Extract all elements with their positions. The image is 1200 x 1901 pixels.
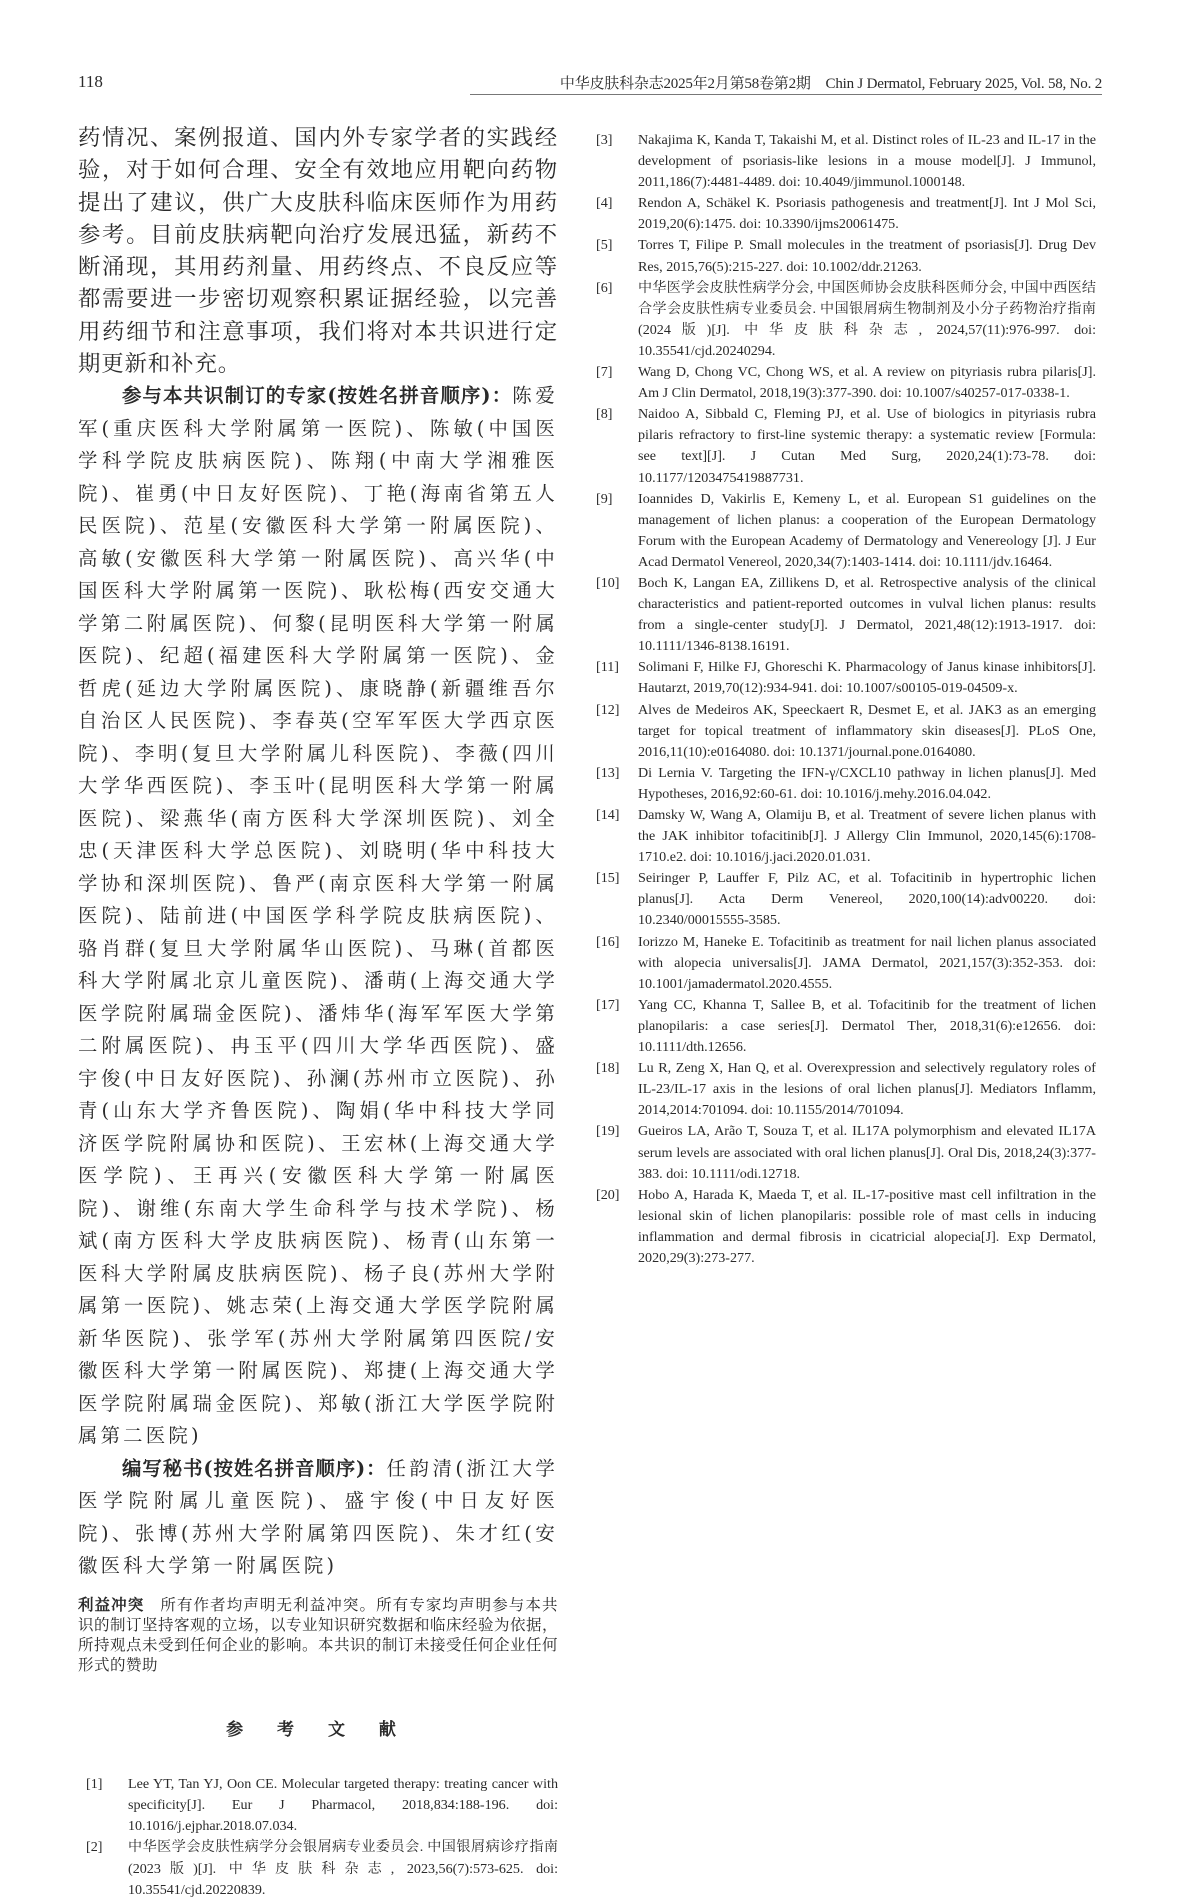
reference-text: Di Lernia V. Targeting the IFN-γ/CXCL10 pathway in lichen planus[J]. Med Hypotheses, 2016,92:60-61. doi: 10.1016/j.mehy.2016.04.042.	[638, 764, 1096, 802]
reference-text: Hobo A, Harada K, Maeda T, et al. IL-17-positive mast cell infiltration in the lesional skin of lichen planopilaris: possible role of mast cells in inducing inflammation and dermal fibrosis in cicatricial alopecia[J]. Exp Dermatol, 2020,29(3):273-277.	[638, 1186, 1096, 1266]
reference-text: Solimani F, Hilke FJ, Ghoreschi K. Pharmacology of Janus kinase inhibitors[J]. Hautarzt, 2019,70(12):934-941. doi: 10.1007/s00105-019-04509-x.	[638, 659, 1096, 697]
reference-item	[596, 700, 1096, 763]
reference-item	[596, 763, 1096, 805]
reference-number: [8]	[596, 406, 613, 423]
reference-number: [2]	[86, 1839, 103, 1856]
reference-text: 中华医学会皮肤性病学分会银屑病专业委员会. 中国银屑病诊疗指南(2023版)[J]. 中华皮肤科杂志, 2023,56(7):573-625. doi: 10.35541/cjd.20220839.	[128, 1839, 558, 1898]
reference-number: [5]	[596, 237, 613, 254]
reference-item	[596, 235, 1096, 277]
reference-number: [1]	[86, 1775, 103, 1792]
reference-number: [14]	[596, 807, 620, 823]
reference-item	[596, 489, 1096, 573]
reference-text: 中华医学会皮肤性病学分会, 中国医师协会皮肤科医师分会, 中国中西医结合学会皮肤性病专业委员会. 中国银屑病生物制剂及小分子药物治疗指南(2024版)[J]. 中华皮肤科杂志, 2024,57(11):976-997. doi: 10.35541/cjd.20240294.	[638, 279, 1096, 359]
left-column	[78, 122, 558, 1901]
reference-item	[596, 657, 1096, 699]
reference-text: Boch K, Langan EA, Zillikens D, et al. Retrospective analysis of the clinical characteristics and patient-reported outcomes in vulval lichen planus: results from a single-center study[J]. J Dermatol, 2021,48(12):1913-1917. doi: 10.1111/1346-8138.16191.	[638, 574, 1096, 655]
secretaries-label: 编写秘书(按姓名拼音顺序)：	[122, 1456, 387, 1480]
coi-label: 利益冲突	[78, 1594, 145, 1614]
reference-item	[596, 278, 1096, 362]
reference-item	[596, 995, 1096, 1058]
secretaries-paragraph	[78, 1453, 558, 1583]
right-column	[596, 130, 1096, 1269]
reference-item	[596, 193, 1096, 235]
reference-text: Torres T, Filipe P. Small molecules in the treatment of psoriasis[J]. Drug Dev Res, 2015,76(5):215-227. doi: 10.1002/ddr.21263.	[638, 237, 1096, 275]
reference-text: Wang D, Chong VC, Chong WS, et al. A review on pityriasis rubra pilaris[J]. Am J Clin Dermatol, 2018,19(3):377-390. doi: 10.1007/s40257-017-0338-1.	[638, 364, 1096, 402]
reference-text: Yang CC, Khanna T, Sallee B, et al. Tofacitinib for the treatment of lichen planopilaris: a case series[J]. Dermatol Ther, 2018,31(6):e12656. doi: 10.1111/dth.12656.	[638, 996, 1096, 1056]
reference-text: Gueiros LA, Arão T, Souza T, et al. IL17A polymorphism and elevated IL17A serum levels are associated with oral lichen planus[J]. Oral Dis, 2018,24(3):377-383. doi: 10.1111/odi.12718.	[638, 1123, 1096, 1182]
reference-text: Nakajima K, Kanda T, Takaishi M, et al. Distinct roles of IL-23 and IL-17 in the development of psoriasis-like lesions in a mouse model[J]. J Immunol, 2011,186(7):4481-4489. doi: 10.4049/jimmunol.1000148.	[638, 132, 1096, 191]
intro-paragraph: 药情况、案例报道、国内外专家学者的实践经验，对于如何合理、安全有效地应用靶向药物提出了建议，供广大皮肤科临床医师作为用药参考。目前皮肤病靶向治疗发展迅猛，新药不断涌现，其用药剂量、用药终点、不良反应等都需要进一步密切观察积累证据经验，以完善用药细节和注意事项，我们将对本共识进行定期更新和补充。	[78, 125, 558, 378]
reference-number: [18]	[596, 1060, 620, 1077]
reference-text: Alves de Medeiros AK, Speeckaert R, Desmet E, et al. JAK3 as an emerging target for topical treatment of inflammatory skin diseases[J]. PLoS One, 2016,11(10):e0164080. doi: 10.1371/journal.pone.0164080.	[638, 701, 1096, 760]
references-list-left	[78, 1774, 558, 1901]
reference-number: [19]	[596, 1123, 620, 1140]
experts-label: 参与本共识制订的专家(按姓名拼音顺序)：	[122, 384, 513, 408]
reference-number: [3]	[596, 132, 613, 148]
reference-text: Seiringer P, Lauffer F, Pilz AC, et al. Tofacitinib in hypertrophic lichen planus[J]. Acta Derm Venereol, 2020,100(14):adv00220. doi: 10.2340/00015555-3585.	[638, 870, 1096, 929]
references-heading: 参 考 文 献	[226, 1719, 410, 1740]
conflict-of-interest	[78, 1595, 558, 1675]
reference-text: Damsky W, Wang A, Olamiju B, et al. Treatment of severe lichen planus with the JAK inhibitor tofacitinib[J]. J Allergy Clin Immunol, 2020,145(6):1708-1710.e2. doi: 10.1016/j.jaci.2020.01.031.	[638, 807, 1096, 866]
reference-item	[596, 130, 1096, 193]
reference-item	[596, 1121, 1096, 1184]
experts-paragraph	[78, 380, 558, 1453]
reference-text: Lu R, Zeng X, Han Q, et al. Overexpression and selectively regulatory roles of IL-23/IL-17 axis in the lesions of oral lichen planus[J]. Mediators Inflamm, 2014,2014:701094. doi: 10.1155/2014/701094.	[638, 1060, 1096, 1119]
reference-item	[596, 868, 1096, 931]
page-number: 118	[78, 72, 103, 91]
reference-number: [7]	[596, 364, 613, 381]
reference-item	[596, 805, 1096, 868]
reference-item	[596, 404, 1096, 488]
reference-number: [13]	[596, 764, 620, 781]
reference-item	[596, 362, 1096, 404]
reference-number: [11]	[596, 659, 619, 676]
reference-item	[596, 573, 1096, 657]
reference-text: Rendon A, Schäkel K. Psoriasis pathogenesis and treatment[J]. Int J Mol Sci, 2019,20(6):1475. doi: 10.3390/ijms20061475.	[638, 195, 1096, 233]
reference-item	[596, 1058, 1096, 1121]
secretaries-text: 任韵清(浙江大学医学院附属儿童医院)、盛宇俊(中日友好医院)、张博(苏州大学附属第四医院)、朱才红(安徽医科大学第一附属医院)	[78, 1456, 558, 1578]
reference-number: [4]	[596, 195, 613, 212]
reference-text: Lee YT, Tan YJ, Oon CE. Molecular targeted therapy: treating cancer with specificity[J]. Eur J Pharmacol, 2018,834:188-196. doi: 10.1016/j.ejphar.2018.07.034.	[128, 1775, 558, 1835]
running-header: 中华皮肤科杂志2025年2月第58卷第2期 Chin J Dermatol, February 2025, Vol. 58, No. 2	[470, 72, 1102, 95]
reference-number: [16]	[596, 933, 620, 950]
coi-text: 所有作者均声明无利益冲突。所有专家均声明参与本共识的制订坚持客观的立场，以专业知识研究数据和临床经验为依据，所持观点未受到任何企业的影响。本共识的制订未接受任何企业任何形式的赞助	[78, 1595, 559, 1674]
reference-number: [6]	[596, 279, 613, 296]
reference-number: [12]	[596, 701, 620, 718]
reference-text: Iorizzo M, Haneke E. Tofacitinib as treatment for nail lichen planus associated with alopecia universalis[J]. JAMA Dermatol, 2021,157(3):352-353. doi: 10.1001/jamadermatol.2020.4555.	[638, 933, 1096, 992]
reference-item	[78, 1837, 558, 1901]
reference-number: [9]	[596, 490, 613, 507]
experts-text: 陈爱军(重庆医科大学附属第一医院)、陈敏(中国医学科学院皮肤病医院)、陈翔(中南大学湘雅医院)、崔勇(中日友好医院)、丁艳(海南省第五人民医院)、范星(安徽医科大学第一附属医院)、高敏(安徽医科大学第一附属医院)、高兴华(中国医科大学附属第一医院)、耿松梅(西安交通大学第二附属医院)、何黎(昆明医科大学第一附属医院)、纪超(福建医科大学附属第一医院)、金哲虎(延边大学附属医院)、康晓静(新疆维吾尔自治区人民医院)、李春英(空军军医大学西京医院)、李明(复旦大学附属儿科医院)、李薇(四川大学华西医院)、李玉叶(昆明医科大学第一附属医院)、梁燕华(南方医科大学深圳医院)、刘全忠(天津医科大学总医院)、刘晓明(华中科技大学协和深圳医院)、鲁严(南京医科大学第一附属医院)、陆前进(中国医学科学院皮肤病医院)、骆肖群(复旦大学附属华山医院)、马琳(首都医科大学附属北京儿童医院)、潘萌(上海交通大学医学院附属瑞金医院)、潘炜华(海军军医大学第二附属医院)、冉玉平(四川大学华西医院)、盛宇俊(中日友好医院)、孙澜(苏州市立医院)、孙青(山东大学齐鲁医院)、陶娟(华中科技大学同济医学院附属协和医院)、王宏林(上海交通大学医学院)、王再兴(安徽医科大学第一附属医院)、谢维(东南大学生命科学与技术学院)、杨斌(南方医科大学皮肤病医院)、杨青(山东第一医科大学附属皮肤病医院)、杨子良(苏州大学附属第一医院)、姚志荣(上海交通大学医学院附属新华医院)、张学军(苏州大学附属第四医院/安徽医科大学第一附属医院)、郑捷(上海交通大学医学院附属瑞金医院)、郑敏(浙江大学医学院附属第二医院)	[78, 384, 558, 1448]
reference-item	[596, 932, 1096, 995]
reference-number: [15]	[596, 870, 620, 887]
reference-text: Naidoo A, Sibbald C, Fleming PJ, et al. Use of biologics in pityriasis rubra pilaris refractory to first-line systemic therapy: a systematic review [Formula: see text][J]. J Cutan Med Surg, 2020,24(1):73-78. doi: 10.1177/1203475419887731.	[638, 406, 1096, 486]
reference-item	[78, 1774, 558, 1838]
reference-number: [20]	[596, 1186, 620, 1203]
reference-number: [17]	[596, 996, 620, 1013]
reference-number: [10]	[596, 574, 620, 591]
reference-item	[596, 1185, 1096, 1269]
reference-text: Ioannides D, Vakirlis E, Kemeny L, et al. European S1 guidelines on the management of lichen planus: a cooperation of the European Dermatology Forum with the European Academy of Dermatology and Venereology [J]. J Eur Acad Dermatol Venereol, 2020,34(7):1403-1414. doi: 10.1111/jdv.16464.	[638, 490, 1096, 570]
